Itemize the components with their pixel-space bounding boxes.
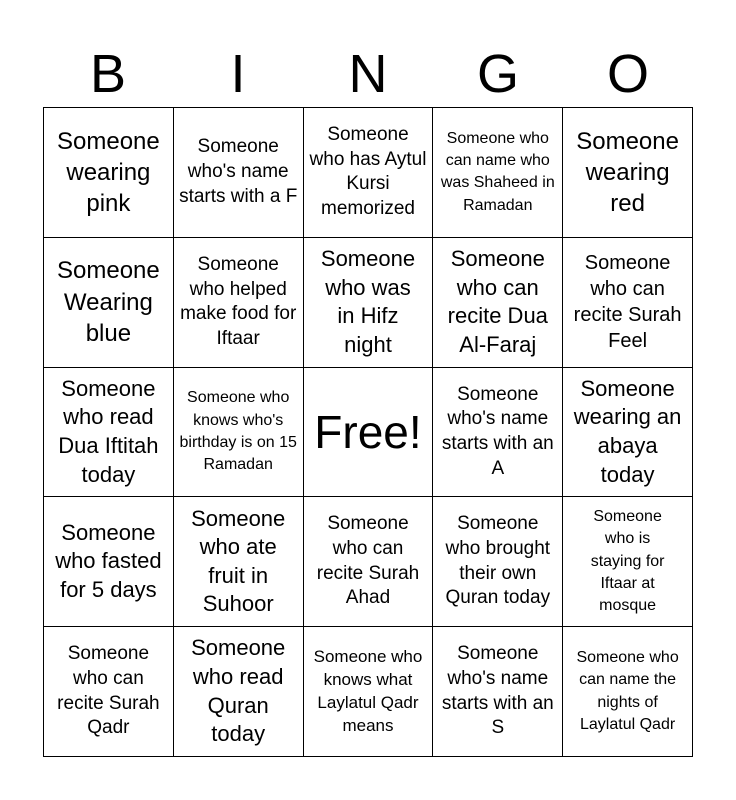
cell-text: Someone who read Dua Iftitah today (58, 375, 159, 487)
bingo-cell-r0-c0[interactable] (44, 108, 174, 238)
bingo-cell-r2-c0[interactable] (44, 368, 174, 498)
bingo-cell-r2-c2[interactable] (304, 368, 434, 498)
cell-text: Someone wearing red (576, 127, 679, 217)
cell-text: Someone who is staying for Iftaar at mosque (590, 507, 665, 615)
cell-text: Someone Wearing blue (57, 257, 160, 347)
bingo-cell-r1-c4[interactable] (563, 238, 693, 368)
cell-text: Someone who was in Hifz night (320, 246, 416, 357)
cell-text: Someone who's name starts with a F (179, 136, 298, 207)
bingo-cell-r4-c0[interactable] (44, 627, 174, 757)
header-letter-n: N (348, 44, 388, 104)
bingo-cell-r4-c2[interactable] (304, 627, 434, 757)
bingo-cell-r2-c3[interactable] (433, 368, 563, 498)
header-letter-o: O (606, 44, 649, 104)
bingo-cell-r3-c4[interactable] (563, 497, 693, 627)
free-space: Free! (314, 405, 422, 458)
bingo-cell-r3-c3[interactable] (433, 497, 563, 627)
cell-text: Someone wearing pink (57, 127, 160, 217)
cell-text: Someone who can recite Surah Qadr (57, 643, 160, 739)
bingo-cell-r1-c3[interactable] (433, 238, 563, 368)
bingo-cell-r2-c4[interactable] (563, 368, 693, 498)
bingo-cell-r4-c1[interactable] (174, 627, 304, 757)
bingo-cell-r2-c1[interactable] (174, 368, 304, 498)
bingo-cell-r3-c1[interactable] (174, 497, 304, 627)
cell-text: Someone who can name who was Shaheed in Ramadan (440, 129, 555, 214)
cell-text: Someone who ate fruit in Suhoor (191, 505, 286, 617)
cell-text: Someone who can recite Surah Feel (573, 252, 682, 353)
bingo-cell-r1-c2[interactable] (304, 238, 434, 368)
bingo-cell-r0-c1[interactable] (174, 108, 304, 238)
bingo-cell-r4-c3[interactable] (433, 627, 563, 757)
header-letter-b: B (89, 44, 127, 104)
cell-text: Someone who brought their own Quran today (445, 513, 551, 609)
header-letter-g: G (476, 44, 519, 104)
cell-text: Someone who can name the nights of Laylatul Qadr (576, 648, 679, 733)
bingo-cell-r3-c0[interactable] (44, 497, 174, 627)
header-letter-i: I (230, 44, 246, 104)
cell-text: Someone who knows what Laylatul Qadr means (313, 646, 423, 735)
bingo-board (43, 107, 693, 757)
cell-text: Someone who has Aytul Kursi memorized (309, 124, 427, 220)
cell-text: Someone who's name starts with an S (441, 643, 554, 739)
bingo-cell-r4-c4[interactable] (563, 627, 693, 757)
cell-text: Someone wearing an abaya today (573, 375, 682, 487)
bingo-cell-r1-c0[interactable] (44, 238, 174, 368)
cell-text: Someone who helped make food for Iftaar (180, 253, 297, 349)
cell-text: Someone who's name starts with an A (441, 383, 554, 479)
bingo-cell-r1-c1[interactable] (174, 238, 304, 368)
bingo-header (43, 40, 693, 108)
cell-text: Someone who can recite Dua Al-Faraj (447, 246, 548, 357)
cell-text: Someone who fasted for 5 days (55, 519, 162, 603)
cell-text: Someone who can recite Surah Ahad (316, 513, 420, 609)
bingo-cell-r0-c2[interactable] (304, 108, 434, 238)
bingo-cell-r0-c3[interactable] (433, 108, 563, 238)
cell-text: Someone who knows who's birthday is on 15 Ramadan (179, 389, 297, 474)
bingo-cell-r0-c4[interactable] (563, 108, 693, 238)
cell-text: Someone who read Quran today (191, 635, 286, 747)
bingo-cell-r3-c2[interactable] (304, 497, 434, 627)
